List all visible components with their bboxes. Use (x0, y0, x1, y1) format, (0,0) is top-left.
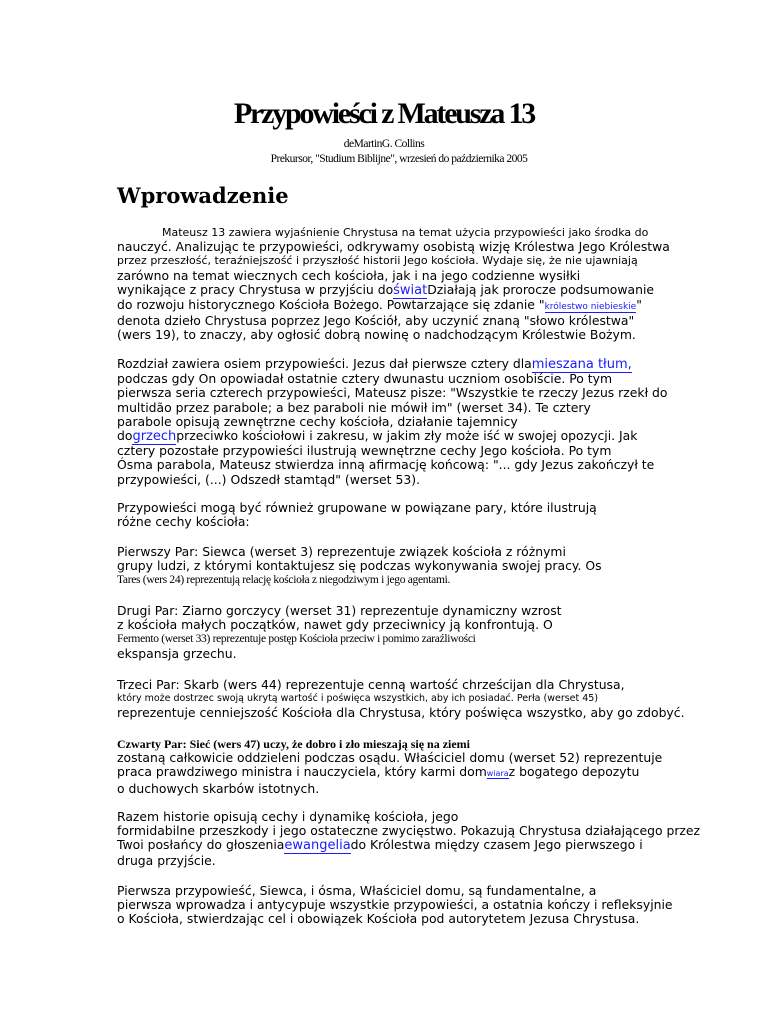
paragraph-first-pair (117, 545, 683, 588)
text-line (117, 429, 683, 444)
text-line: Pierwsza przypowieść, Siewca, i ósma, Właściciel domu, są fundamentalne, a (117, 883, 597, 898)
text-line: parabole opisują zewnętrzne cechy kościoła, działanie tajemnicy (117, 413, 518, 429)
section-heading: Wprowadzenie (117, 183, 289, 208)
text-run: Mateusz 13 zawiera wyjaśnienie Chrystusa na temat użycia przypowieści jako środka do (162, 226, 649, 239)
text-run: wynikające z pracy Chrystusa w przyjściu do (117, 281, 394, 297)
text-line: Czwarty Par: Sieć (wers 47) uczy, że dobro i zło mieszają się na ziemi (117, 737, 471, 751)
text-line: druga przyjście. (117, 852, 216, 868)
paragraph-parables (117, 357, 683, 487)
text-line: przypowieści, (...) Odszedł stamtąd" (werset 53). (117, 471, 421, 487)
text-line (117, 838, 683, 853)
text-run: " (636, 297, 642, 313)
text-run: przeciwko kościołowi i zakresu, w jakim zły może iść w swojej opozycji. Jak (176, 428, 638, 444)
document-title: Przypowieści z Mateusza 13 (233, 97, 535, 130)
link-swiat[interactable]: świat (393, 282, 428, 298)
text-run: Działają jak prorocze podsumowanie (427, 281, 655, 297)
paragraph-pairs (117, 501, 683, 529)
text-line: Przypowieści mogą być również grupowane w powiązane pary, które ilustrują (117, 500, 597, 515)
link-wiara[interactable]: wiara (486, 769, 509, 779)
text-line: Trzeci Par: Skarb (wers 44) reprezentuje cenną wartość chrześcijan dla Chrystusa, (117, 677, 625, 692)
paragraph-first-and-eighth (117, 884, 683, 927)
text-line: Drugi Par: Ziarno gorczycy (werset 31) reprezentuje dynamiczny wzrost (117, 603, 562, 618)
text-line: Ósma parabola, Mateusz stwierdza inną afirmację końcową: "... gdy Jezus zakończył te (117, 457, 655, 473)
text-line: z kościoła małych początków, nawet gdy przeciwnicy ją konfrontują. O (117, 617, 553, 633)
text-run: Rozdział zawiera osiem przypowieści. Jezus dał pierwsze cztery dla (117, 356, 532, 371)
text-line: multidão przez parabole; a bez paraboli nie mówił im" (werset 34). Te cztery (117, 399, 591, 415)
text-run: praca prawdziwego ministra i nauczyciela, który karmi dom (117, 764, 487, 780)
text-line (117, 298, 683, 314)
link-ewangelia[interactable]: ewangelia (284, 838, 351, 854)
text-run: do Królestwa między czasem Jego pierwszego i (350, 837, 643, 853)
text-line: formidabilne przeszkody i jego ostateczne zwycięstwo. Pokazują Chrystusa działającego przez (117, 823, 701, 839)
text-line: o Kościoła, stwierdzając cel i obowiązek Kościoła pod autorytetem Jezusa Chrystusa. (117, 911, 640, 927)
text-line: denota dzieło Chrystusa poprzez Jego Kościół, aby uczynić znaną "słowo królestwa" (117, 313, 635, 329)
text-line: Pierwszy Par: Siewca (werset 3) reprezentuje związek kościoła z różnymi (117, 544, 566, 559)
author-line: deMartinG. Collins (343, 138, 425, 150)
paragraph-second-pair (117, 604, 683, 661)
text-line: zostaną całkowicie oddzieleni podczas osądu. Właściciel domu (werset 52) reprezentuje (117, 750, 663, 766)
link-mieszana-tlum[interactable]: mieszana tłum, (531, 357, 632, 372)
text-line: różne cechy kościoła: (117, 514, 250, 530)
text-line (117, 765, 683, 781)
paragraph-fourth-pair (117, 737, 683, 796)
text-line: pierwsza seria czterech przypowieści, Mateusz pisze: "Wszystkie te rzeczy Jezus rzekł do (117, 385, 668, 401)
text-line: grupy ludzi, z którymi kontaktujesz się podczas wykonywania swojej pracy. Os (117, 558, 602, 574)
text-line: Tares (wers 24) reprezentują relację kościoła z niegodziwym i jego agentami. (117, 574, 451, 587)
source-line: Prekursor, "Studium Biblijne", wrzesień do października 2005 (270, 153, 528, 165)
text-line: Fermento (werset 33) reprezentuje postęp Kościoła przeciw i pomimo zaraźliwości (117, 633, 476, 646)
text-line: ekspansja grzechu. (117, 645, 237, 661)
text-line (117, 283, 683, 298)
text-line: zarówno na temat wiecznych cech kościoła, jak i na jego codzienne wysiłki (117, 267, 581, 283)
text-line: cztery pozostałe przypowieści ilustrują wewnętrzne cechy Jego kościoła. Po tym (117, 443, 612, 459)
link-krolestwo-niebieskie[interactable]: królestwo niebieskie (544, 302, 637, 313)
text-line (117, 226, 683, 240)
text-line: reprezentuje cenniejszość Kościoła dla Chrystusa, który poświęca wszystko, aby go zdobyć. (117, 705, 685, 721)
text-line: nauczyć. Analizując te przypowieści, odkrywamy osobistą wizję Królestwa Jego Królestwa (117, 239, 670, 255)
text-run: Twoi posłańcy do głoszenia (117, 837, 285, 853)
text-run: do (117, 428, 133, 444)
paragraph-together (117, 809, 701, 868)
text-line: pierwsza wprowadza i antycypuje wszystkie przypowieści, a ostatnia kończy i refleksyjnie (117, 897, 673, 913)
text-run: do rozwoju historycznego Kościoła Bożego. Powtarzające się zdanie " (117, 297, 545, 313)
link-grzech[interactable]: grzech (132, 429, 177, 445)
text-run: z bogatego depozytu (508, 764, 640, 780)
text-line (117, 357, 683, 372)
text-line: który może dostrzec swoją ukrytą wartość i poświęca wszystkich, aby ich posiadać. Perła (werset 45) (117, 693, 599, 705)
text-line: przez przeszłość, teraźniejszość i przyszłość historii Jego kościoła. Wydaje się, że nie ujawniają (117, 254, 638, 268)
paragraph-third-pair (117, 678, 683, 721)
text-line: podczas gdy On opowiadał ostatnie cztery dwunastu uczniom osobiście. Po tym (117, 371, 613, 387)
paragraph-intro (117, 226, 683, 343)
text-line: o duchowych skarbów istotnych. (117, 780, 320, 796)
text-line: (wers 19), to znaczy, aby ogłosić dobrą nowinę o nadchodzącym Królestwie Bożym. (117, 327, 636, 343)
text-line: Razem historie opisują cechy i dynamikę kościoła, jego (117, 809, 459, 824)
